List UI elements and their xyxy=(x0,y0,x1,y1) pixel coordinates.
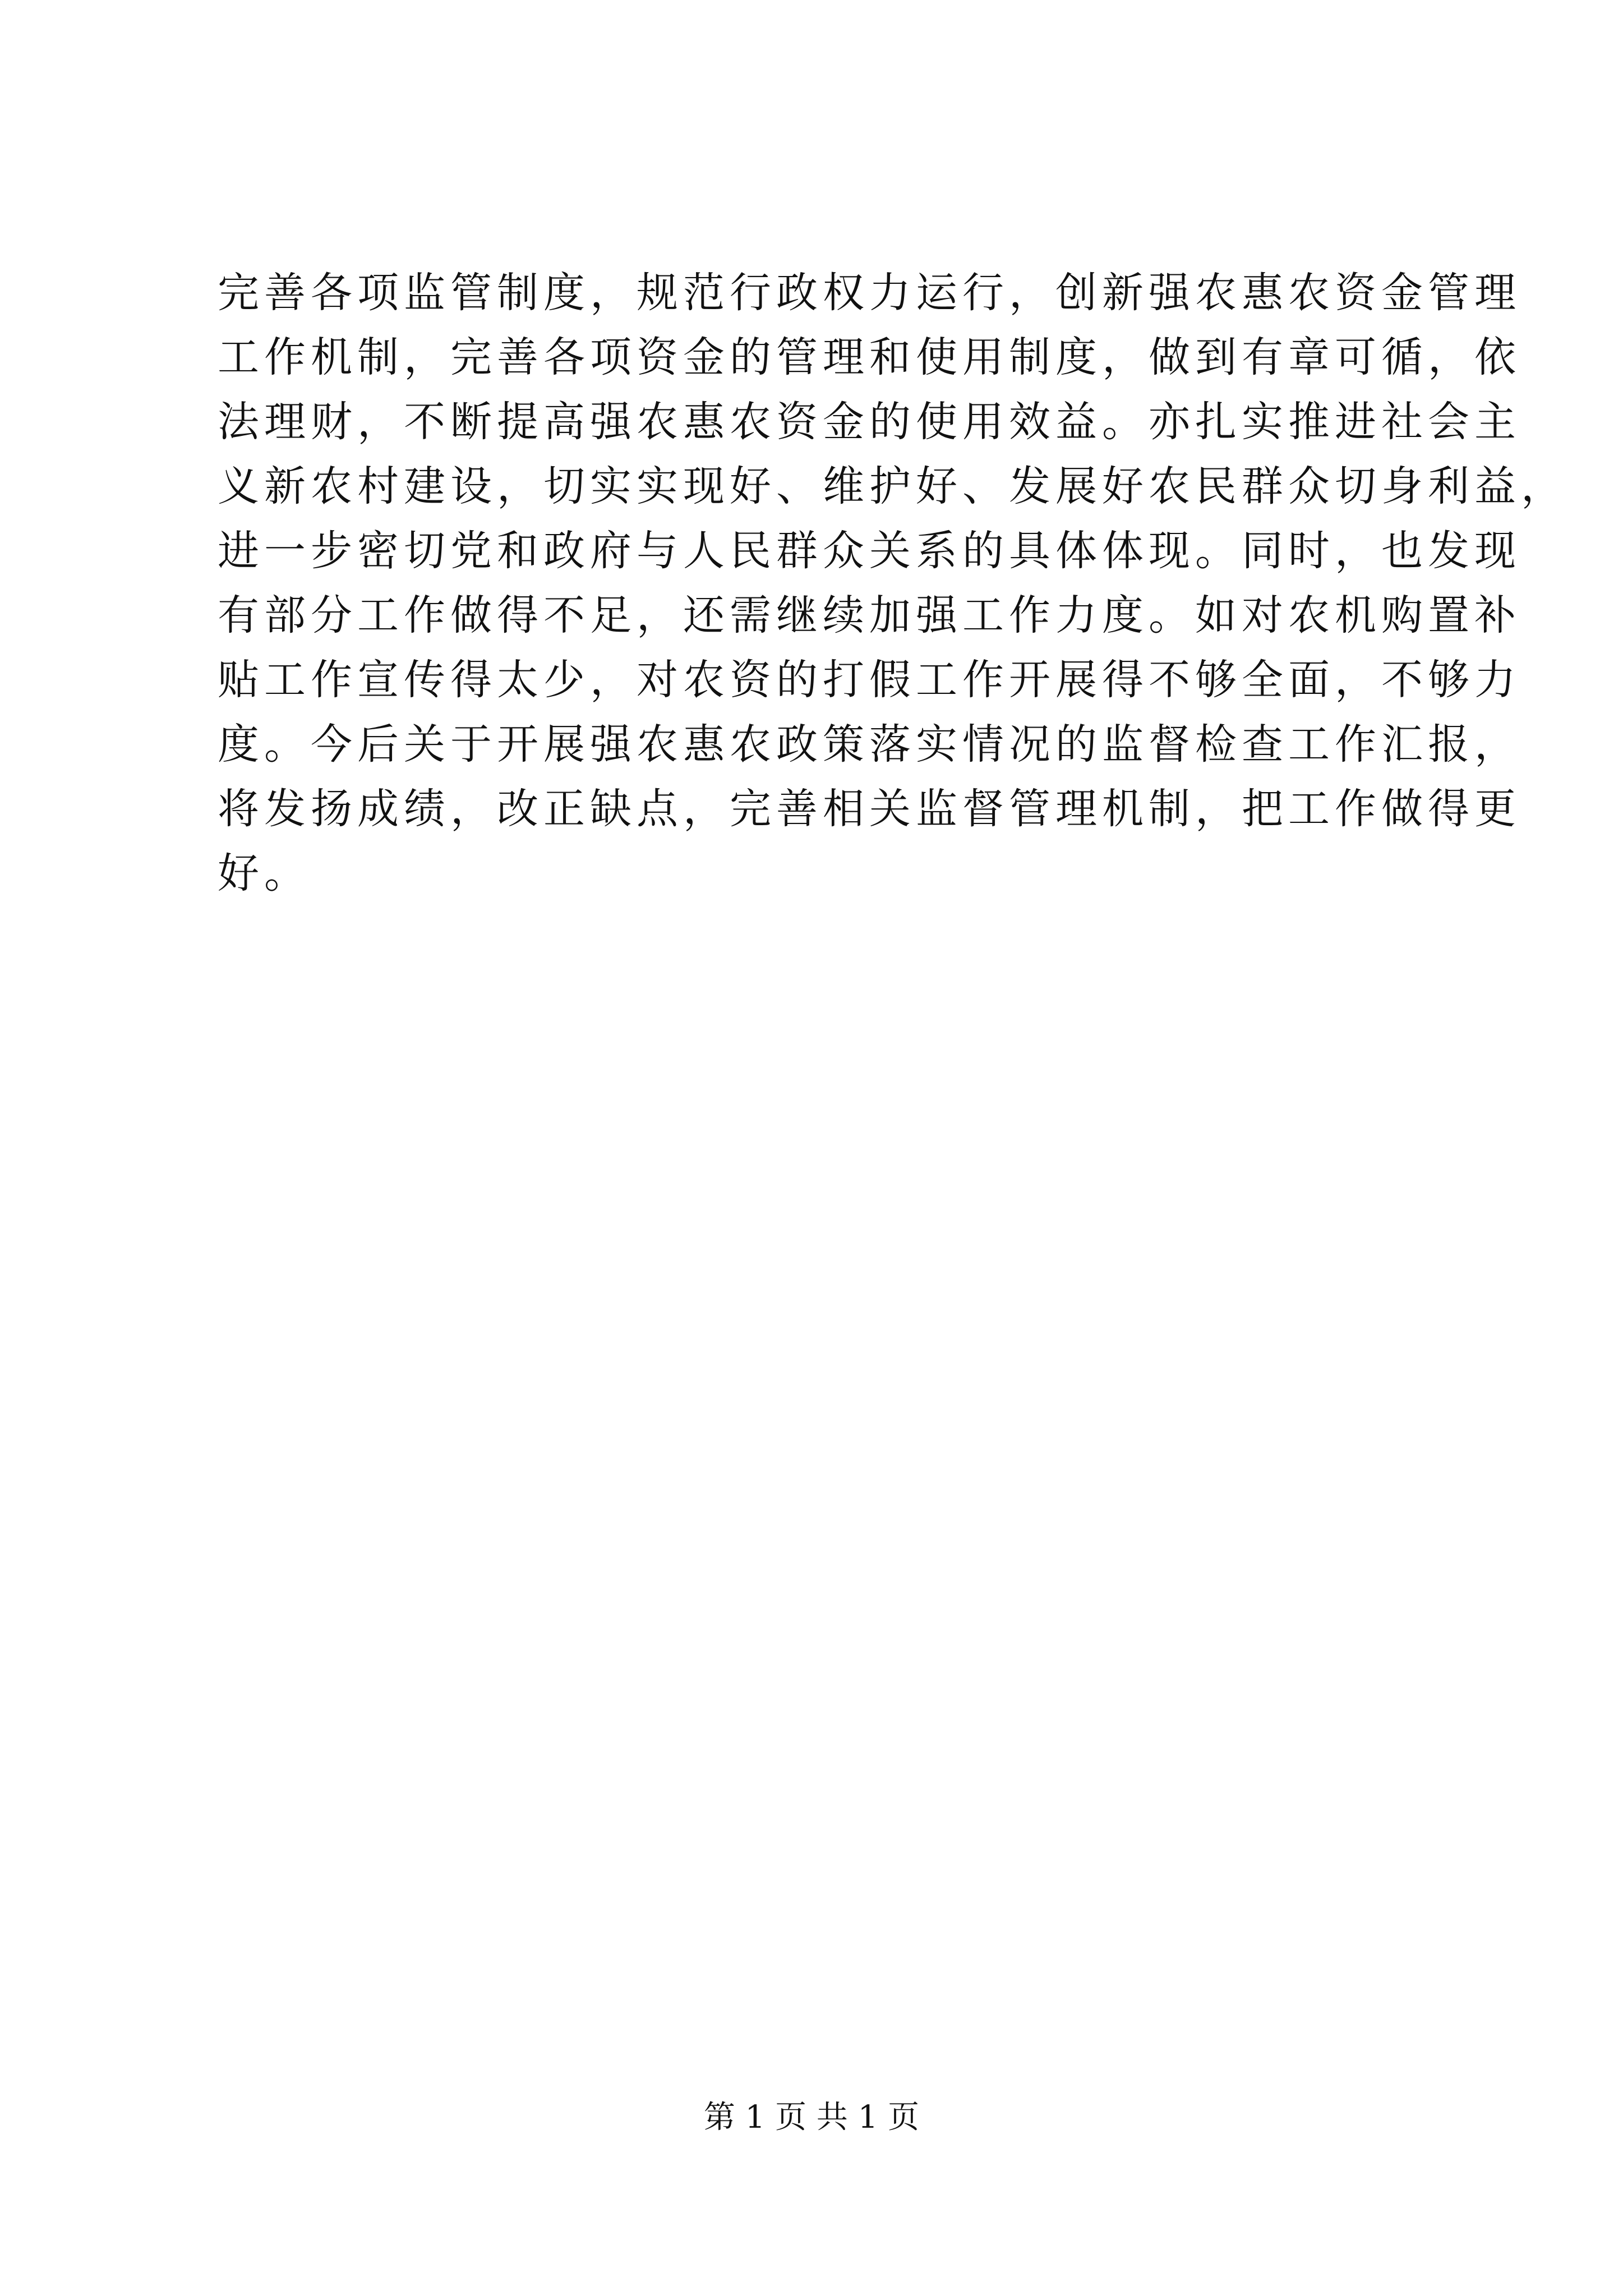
text-line: 贴工作宣传得太少，对农资的打假工作开展得不够全面，不够力 xyxy=(218,656,1521,704)
text-line: 法理财，不断提高强农惠农资金的使用效益。亦扎实推进社会主 xyxy=(218,398,1521,446)
text-line: 好。 xyxy=(218,849,311,898)
text-line: 将发扬成绩，改正缺点，完善相关监督管理机制，把工作做得更 xyxy=(218,785,1521,833)
page-number-footer: 第 1 页 共 1 页 xyxy=(703,2099,920,2136)
text-line: 义新农村建设，切实实现好、维护好、发展好农民群众切身利益， xyxy=(218,462,1567,510)
text-line: 有部分工作做得不足，还需继续加强工作力度。如对农机购置补 xyxy=(218,591,1521,639)
text-line: 工作机制，完善各项资金的管理和使用制度，做到有章可循，依 xyxy=(218,333,1521,381)
text-line: 完善各项监管制度，规范行政权力运行，创新强农惠农资金管理 xyxy=(218,269,1521,317)
text-line: 进一步密切党和政府与人民群众关系的具体体现。同时，也发现 xyxy=(218,527,1521,575)
text-line: 度。今后关于开展强农惠农政策落实情况的监督检查工作汇报， xyxy=(218,720,1521,769)
body-paragraph xyxy=(218,261,1567,906)
